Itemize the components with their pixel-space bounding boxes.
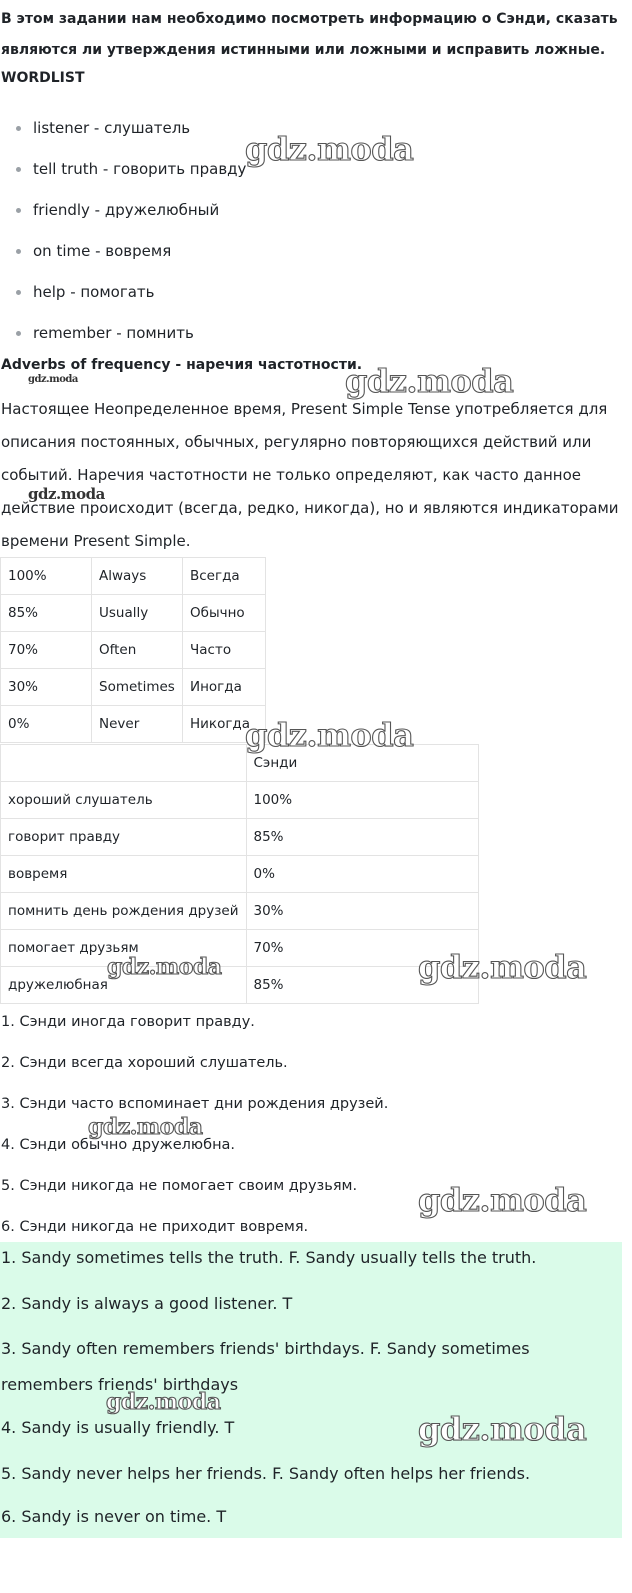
adverbs-heading: Adverbs of frequency - наречия частотности. [1, 357, 363, 373]
table-cell: 100% [246, 782, 479, 819]
list-item: on time - вовремя [0, 237, 246, 278]
table-cell: Usually [92, 595, 183, 632]
table-row [1, 632, 266, 669]
intro-text: В этом задании нам необходимо посмотреть информацию о Сэнди, сказать являются ли утверждения истинными или ложными и исправить ложные. [1, 11, 618, 58]
table-cell: 70% [246, 930, 479, 967]
grammar-paragraph: Настоящее Неопределенное время, Present Simple Tense употребляется для описания постоянных, обычных, регулярно повторяющихся действий или событий. Наречия частотности не только определяют, как часто данное действие происходит (всегда, редко, никогда), но и являются индикаторами времени Present Simple. [1, 400, 619, 550]
table-row [1, 893, 479, 930]
table-row [1, 706, 266, 743]
list-item: friendly - дружелюбный [0, 196, 246, 237]
table-cell: Иногда [183, 669, 266, 706]
watermark: gdz.moda [28, 485, 105, 503]
list-item: 1. Сэнди иногда говорит правду. [1, 1014, 255, 1030]
table-cell: 85% [246, 967, 479, 1004]
answer-line: 1. Sandy sometimes tells the truth. F. Sandy usually tells the truth. [1, 1248, 537, 1267]
table-cell: 0% [1, 706, 92, 743]
watermark: gdz.moda [88, 1114, 203, 1140]
list-item: 5. Сэнди никогда не помогает своим друзьям. [1, 1178, 358, 1194]
list-item: tell truth - говорить правду [0, 155, 246, 196]
table-cell: Часто [183, 632, 266, 669]
table-cell: Never [92, 706, 183, 743]
table-cell: 85% [246, 819, 479, 856]
table-cell: дружелюбная [1, 967, 247, 1004]
answers-block [0, 1242, 622, 1538]
table-cell: 100% [1, 558, 92, 595]
table-cell: Sometimes [92, 669, 183, 706]
watermark: gdz.moda [418, 948, 587, 986]
table-row [1, 669, 266, 706]
table-cell: говорит правду [1, 819, 247, 856]
table-row [1, 967, 479, 1004]
table-cell: 85% [1, 595, 92, 632]
table-row [1, 930, 479, 967]
watermark: gdz.moda [107, 954, 222, 980]
table-cell: Всегда [183, 558, 266, 595]
list-item: listener - слушатель [0, 114, 246, 155]
table-cell: Никогда [183, 706, 266, 743]
table-row [1, 595, 266, 632]
wordlist [0, 114, 246, 360]
table-cell: 30% [246, 893, 479, 930]
watermark: gdz.moda [245, 716, 414, 754]
table-cell: 70% [1, 632, 92, 669]
table-cell: помогает друзьям [1, 930, 247, 967]
table-cell: хороший слушатель [1, 782, 247, 819]
list-item: 3. Сэнди часто вспоминает дни рождения друзей. [1, 1096, 389, 1112]
watermark: gdz.moda [418, 1410, 587, 1448]
sandy-table [0, 744, 479, 1004]
table-row [1, 558, 266, 595]
table-cell [1, 745, 247, 782]
watermark: gdz.moda [245, 130, 414, 168]
list-item: 6. Сэнди никогда не приходит вовремя. [1, 1219, 309, 1235]
watermark: gdz.moda [106, 1389, 221, 1415]
answer-line: 2. Sandy is always a good listener. T [1, 1294, 293, 1313]
table-cell: Always [92, 558, 183, 595]
list-item: remember - помнить [0, 319, 246, 360]
table-cell: помнить день рождения друзей [1, 893, 247, 930]
watermark: gdz.moda [418, 1181, 587, 1219]
answer-line: 3. Sandy often remembers friends' birthdays. F. Sandy sometimes [1, 1339, 530, 1358]
list-item: help - помогать [0, 278, 246, 319]
table-header-cell: Сэнди [246, 745, 479, 782]
answer-line: 4. Sandy is usually friendly. T [1, 1418, 235, 1437]
table-row [1, 819, 479, 856]
answer-line: 6. Sandy is never on time. T [1, 1507, 227, 1526]
table-row [1, 782, 479, 819]
watermark: gdz.moda [345, 362, 514, 400]
table-cell: 30% [1, 669, 92, 706]
answer-line: 5. Sandy never helps her friends. F. Sandy often helps her friends. [1, 1464, 531, 1483]
watermark: gdz.moda [28, 374, 78, 385]
answer-line: remembers friends' birthdays [1, 1375, 239, 1394]
table-cell: Often [92, 632, 183, 669]
table-cell: вовремя [1, 856, 247, 893]
table-cell: 0% [246, 856, 479, 893]
list-item: 4. Сэнди обычно дружелюбна. [1, 1137, 236, 1153]
table-row [1, 856, 479, 893]
list-item: 2. Сэнди всегда хороший слушатель. [1, 1055, 288, 1071]
table-cell: Обычно [183, 595, 266, 632]
frequency-table [0, 557, 266, 743]
wordlist-heading: WORDLIST [1, 70, 85, 86]
